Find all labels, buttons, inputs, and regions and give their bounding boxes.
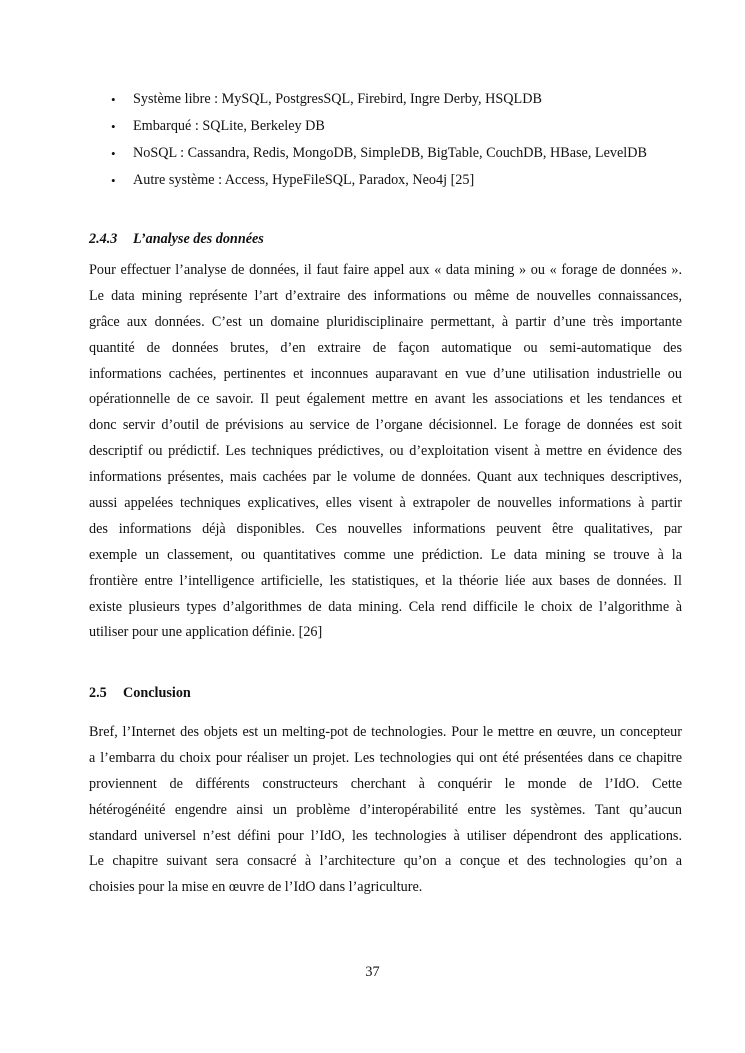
section-number: 2.4.3: [89, 231, 118, 247]
paragraph-line: Pour effectuer l’analyse de données, il faut faire appel aux « data mining » ou « forage de données ».: [89, 262, 682, 278]
data-analysis-paragraph: [89, 258, 682, 646]
paragraph-line: informations cachées, pertinentes et inconnues auparavant en vue d’une utilisation industrielle ou: [89, 365, 682, 382]
page-number: 37: [365, 964, 380, 980]
paragraph-line: frontière entre l’intelligence artificielle, les statistiques, et la théorie liée aux bases de données. Il: [89, 572, 682, 589]
paragraph-line: opérationnelle de ce savoir. Il peut également mettre en avant les associations et les tendances et: [89, 391, 682, 408]
paragraph-line: utiliser pour une application définie. [26]: [89, 624, 323, 641]
paragraph-line: a l’embarra du choix pour réaliser un projet. Les technologies qui ont été présentées dans ce chapitre: [89, 749, 682, 766]
section-heading-2-5: [89, 683, 191, 703]
section-number: 2.5: [89, 685, 107, 701]
bullet-icon: •: [111, 173, 116, 188]
paragraph-line: hétérogénéité engendre ainsi un problème d’interopérabilité entre les systèmes. Tant qu’aucun: [89, 801, 682, 818]
paragraph-line: aussi appelées techniques explicatives, elles visent à extrapoler de nouvelles informations à partir: [89, 495, 682, 512]
list-item-text: Système libre : MySQL, PostgresSQL, Firebird, Ingre Derby, HSQLDB: [133, 91, 542, 107]
bullet-icon: •: [111, 119, 116, 134]
paragraph-line: Bref, l’Internet des objets est un melting-pot de technologies. Pour le mettre en œuvre, un concepteur: [89, 724, 682, 740]
section-title: L’analyse des données: [133, 231, 264, 247]
paragraph-line: Le chapitre suivant sera consacré à l’architecture qu’on a conçue et des technologies qu’on a: [89, 853, 682, 870]
paragraph-line: des informations déjà disponibles. Ces nouvelles informations peuvent être qualitatives, par: [89, 520, 682, 537]
paragraph-line: grâce aux données. C’est un domaine pluridisciplinaire permettant, à partir d’une très importante: [89, 313, 682, 330]
paragraph-line: descriptif ou prédictif. Les techniques prédictives, ou d’exploitation visent à mettre en évidence des: [89, 443, 682, 460]
section-title: Conclusion: [123, 685, 191, 701]
bullet-icon: •: [111, 146, 116, 161]
paragraph-line: Le data mining représente l’art d’extraire des informations ou même de nouvelles connaissances,: [89, 287, 682, 304]
list-item-text: Autre système : Access, HypeFileSQL, Paradox, Neo4j [25]: [133, 172, 475, 188]
paragraph-line: standard universel n’est défini pour l’IdO, les technologies à utiliser dépendront des applications.: [89, 827, 682, 844]
section-heading-2-4-3: [89, 229, 264, 249]
paragraph-line: existe plusieurs types d’algorithmes de data mining. Cela rend difficile le choix de l’algorithme à: [89, 598, 682, 615]
paragraph-line: proviennent de différents constructeurs cherchant à conquérir le monde de l’IdO. Cette: [89, 775, 682, 792]
list-item-text: NoSQL : Cassandra, Redis, MongoDB, SimpleDB, BigTable, CouchDB, HBase, LevelDB: [133, 145, 647, 161]
list-item-text: Embarqué : SQLite, Berkeley DB: [133, 118, 325, 134]
paragraph-line: exemple un classement, ou quantitatives comme une prédiction. Le data mining se trouve à la: [89, 546, 682, 563]
paragraph-line: donc servir d’outil de prévisions au service de l’organe décisionnel. Le forage de données est soit: [89, 417, 682, 434]
paragraph-line: informations présentes, mais cachées par le volume de données. Quant aux techniques descriptives,: [89, 469, 682, 486]
bullet-icon: •: [111, 92, 116, 107]
conclusion-paragraph: [89, 720, 682, 901]
paragraph-line: quantité de données brutes, d’en extraire de façon automatique ou semi-automatique des: [89, 339, 682, 356]
paragraph-line: choisies pour la mise en œuvre de l’IdO dans l’agriculture.: [89, 879, 423, 896]
